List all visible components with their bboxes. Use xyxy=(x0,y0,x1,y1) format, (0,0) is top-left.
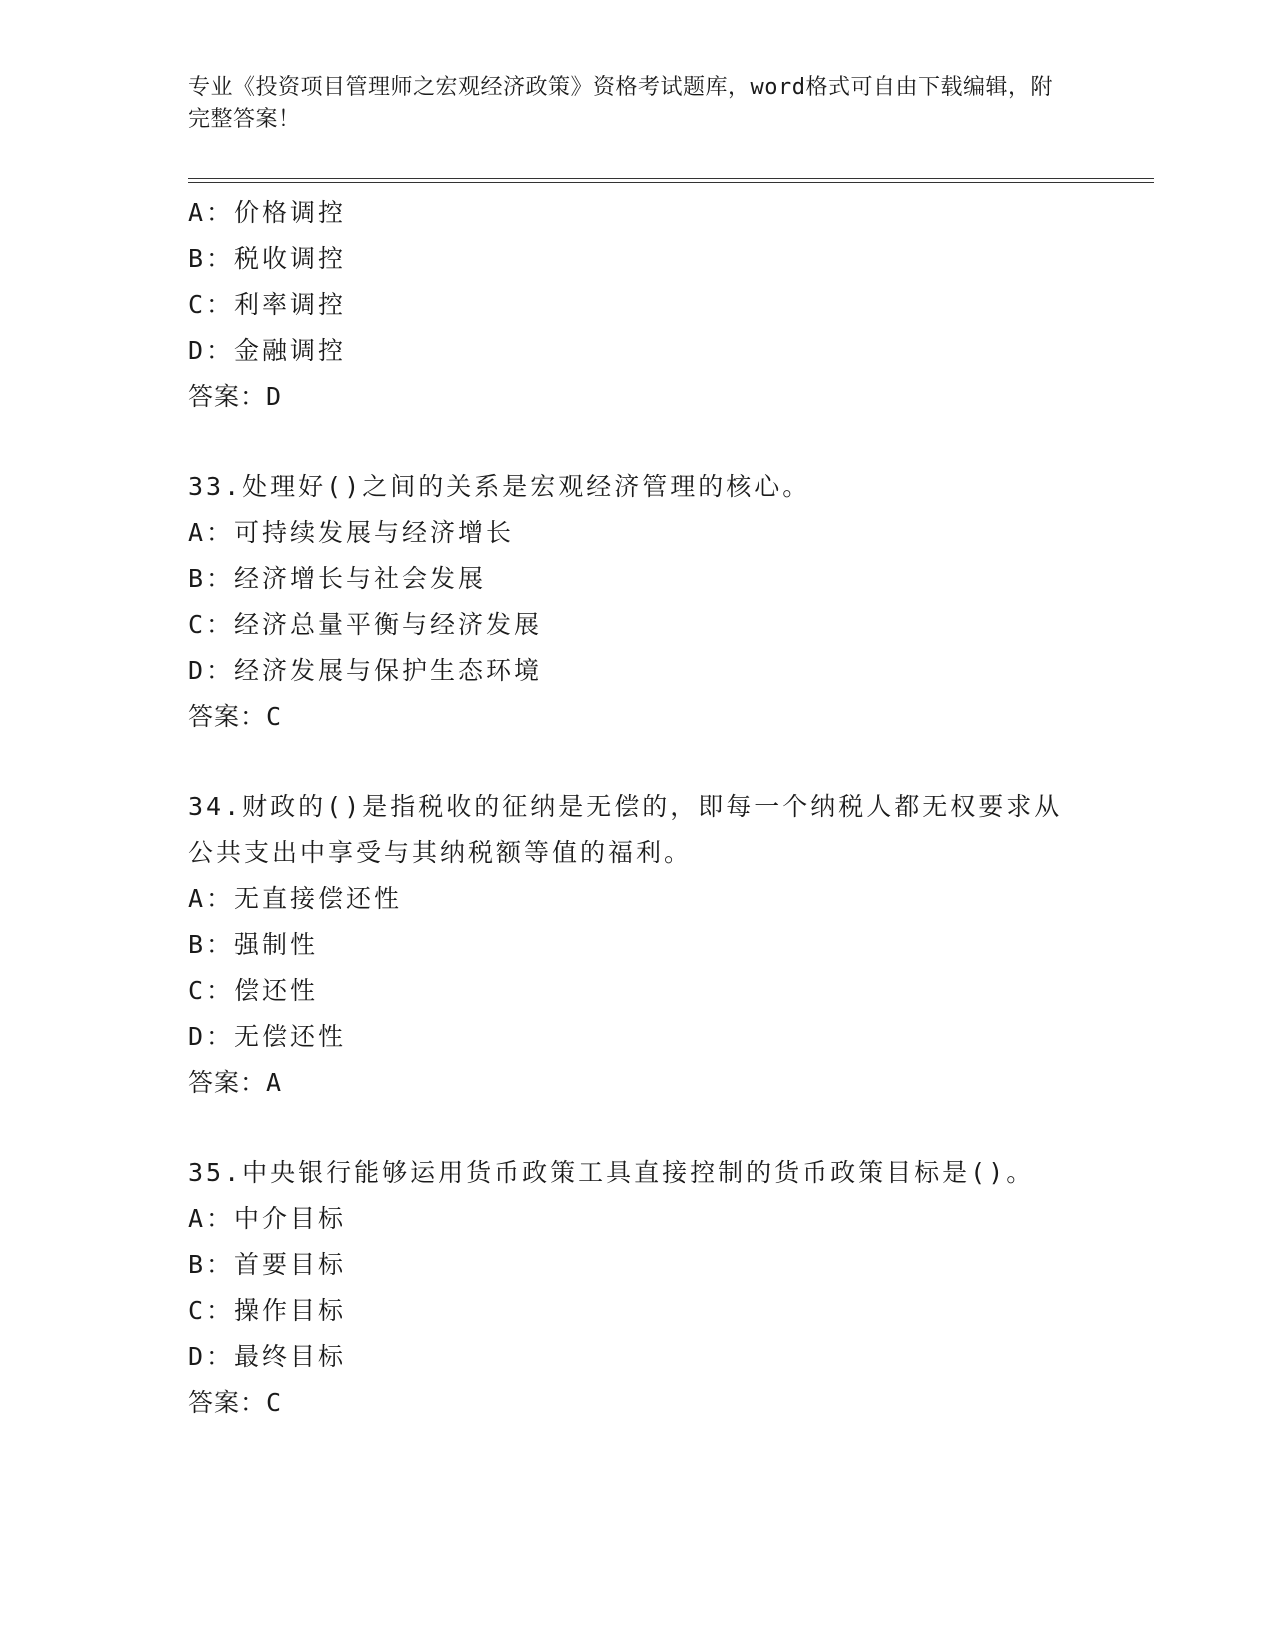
answer: 答案：A xyxy=(188,1068,283,1097)
option-b: B：税收调控 xyxy=(188,244,347,273)
answer: 答案：D xyxy=(188,382,283,411)
page-header: 专业《投资项目管理师之宏观经济政策》资格考试题库，word格式可自由下载编辑，附完整答案！ xyxy=(188,75,1053,132)
question-block-34 xyxy=(188,784,1088,1106)
question-list xyxy=(188,190,1088,1470)
option-b: B：经济增长与社会发展 xyxy=(188,564,487,593)
option-c: C：经济总量平衡与经济发展 xyxy=(188,610,543,639)
answer: 答案：C xyxy=(188,1388,283,1417)
option-c: C：操作目标 xyxy=(188,1296,347,1325)
question-text: 33.处理好()之间的关系是宏观经济管理的核心。 xyxy=(188,472,811,501)
option-b: B：强制性 xyxy=(188,930,319,959)
question-text: 34.财政的()是指税收的征纳是无偿的，即每一个纳税人都无权要求从公共支出中享受与其纳税额等值的福利。 xyxy=(188,792,1063,867)
option-a: A：无直接偿还性 xyxy=(188,884,403,913)
question-block-32 xyxy=(188,190,1088,420)
question-text: 35.中央银行能够运用货币政策工具直接控制的货币政策目标是()。 xyxy=(188,1158,1035,1187)
option-c: C：利率调控 xyxy=(188,290,347,319)
option-b: B：首要目标 xyxy=(188,1250,347,1279)
option-a: A：中介目标 xyxy=(188,1204,347,1233)
header-divider xyxy=(188,178,1154,183)
option-d: D：经济发展与保护生态环境 xyxy=(188,656,543,685)
question-block-35 xyxy=(188,1150,1088,1426)
question-block-33 xyxy=(188,464,1088,740)
option-a: A：可持续发展与经济增长 xyxy=(188,518,515,547)
answer: 答案：C xyxy=(188,702,283,731)
option-a: A：价格调控 xyxy=(188,198,347,227)
option-c: C：偿还性 xyxy=(188,976,319,1005)
option-d: D：无偿还性 xyxy=(188,1022,347,1051)
option-d: D：金融调控 xyxy=(188,336,347,365)
option-d: D：最终目标 xyxy=(188,1342,347,1371)
